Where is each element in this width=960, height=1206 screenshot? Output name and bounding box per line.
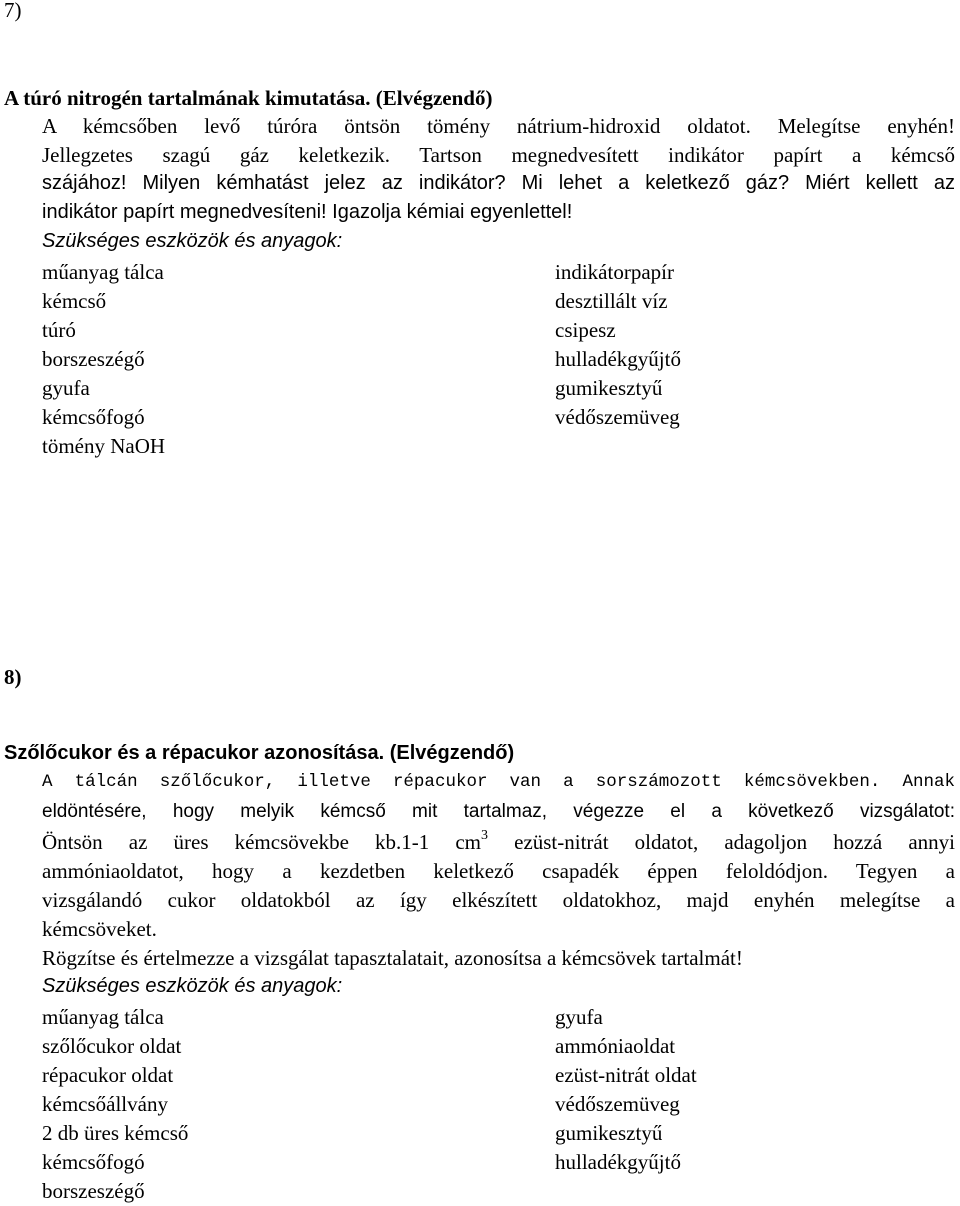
list-item: kémcső [42,289,107,313]
list-item: kémcsőfogó [42,405,145,429]
task-7-materials-left-list [42,258,165,461]
task-8-text-line-3-b: ezüst-nitrát oldatot, adagoljon hozzá annyi [488,830,955,854]
task-8-text-line-4: ammóniaoldatot, hogy a kezdetben keletkező csapadék éppen feloldódjon. Tegyen a [42,859,955,883]
list-item: védőszemüveg [555,1092,680,1116]
list-item: ammóniaoldat [555,1034,676,1058]
task-7-materials-heading: Szükséges eszközök és anyagok: [42,230,343,252]
list-item: répacukor oldat [42,1063,174,1087]
list-item: indikátorpapír [555,260,674,284]
task-8-text-line-6: kémcsöveket. [42,917,157,941]
task-8-materials-left-list [42,1003,188,1206]
task-8-number: 8) [4,665,22,689]
list-item: gumikesztyű [555,1121,663,1145]
list-item: kémcsőállvány [42,1092,168,1116]
list-item: hulladékgyűjtő [555,347,681,371]
task-7-number: 7) [4,0,22,22]
task-7-text-line-2: Jellegzetes szagú gáz keletkezik. Tartson megnedvesített indikátor papírt a kémcső [42,143,955,167]
list-item: ezüst-nitrát oldat [555,1063,697,1087]
list-item: műanyag tálca [42,260,164,284]
list-item: 2 db üres kémcső [42,1121,189,1145]
list-item: hulladékgyűjtő [555,1150,681,1174]
task-8-text-line-7: Rögzítse és értelmezze a vizsgálat tapasztalatait, azonosítsa a kémcsövek tartalmát! [42,946,743,970]
task-8-materials-heading: Szükséges eszközök és anyagok: [42,975,343,997]
list-item: gyufa [42,376,90,400]
task-8-title: Szőlőcukor és a répacukor azonosítása. (Elvégzendő) [4,742,515,764]
list-item: borszeszégő [42,347,145,371]
list-item: csipesz [555,318,616,342]
list-item: kémcsőfogó [42,1150,145,1174]
list-item: desztillált víz [555,289,668,313]
list-item: gumikesztyű [555,376,663,400]
task-7-text-line-4: indikátor papírt megnedvesíteni! Igazolja kémiai egyenlettel! [42,201,573,223]
task-7-materials-right-list [555,258,681,432]
list-item: szőlőcukor oldat [42,1034,182,1058]
task-7-title: A túró nitrogén tartalmának kimutatása. (Elvégzendő) [4,86,493,110]
task-8-text-line-1: A tálcán szőlőcukor, illetve répacukor van a sorszámozott kémcsövekben. Annak [42,772,955,792]
task-8-text-line-5: vizsgálandó cukor oldatokból az így elkészített oldatokhoz, majd enyhén melegítse a [42,888,955,912]
task-8-text-line-2: eldöntésére, hogy melyik kémcső mit tartalmaz, végezze el a következő vizsgálatot: [42,801,955,822]
task-8-text-line-3 [42,830,955,855]
task-7-text-line-3: szájához! Milyen kémhatást jelez az indikátor? Mi lehet a keletkező gáz? Miért kellett az [42,172,955,194]
list-item: tömény NaOH [42,434,166,458]
task-8-materials-right-list [555,1003,697,1177]
list-item: műanyag tálca [42,1005,164,1029]
list-item: gyufa [555,1005,603,1029]
list-item: borszeszégő [42,1179,145,1203]
task-7-text-line-1: A kémcsőben levő túróra öntsön tömény nátrium-hidroxid oldatot. Melegítse enyhén! [42,114,955,138]
list-item: túró [42,318,76,342]
cubic-superscript: 3 [481,828,489,843]
list-item: védőszemüveg [555,405,680,429]
task-8-text-line-3-a: Öntsön az üres kémcsövekbe kb.1-1 cm [42,830,482,854]
